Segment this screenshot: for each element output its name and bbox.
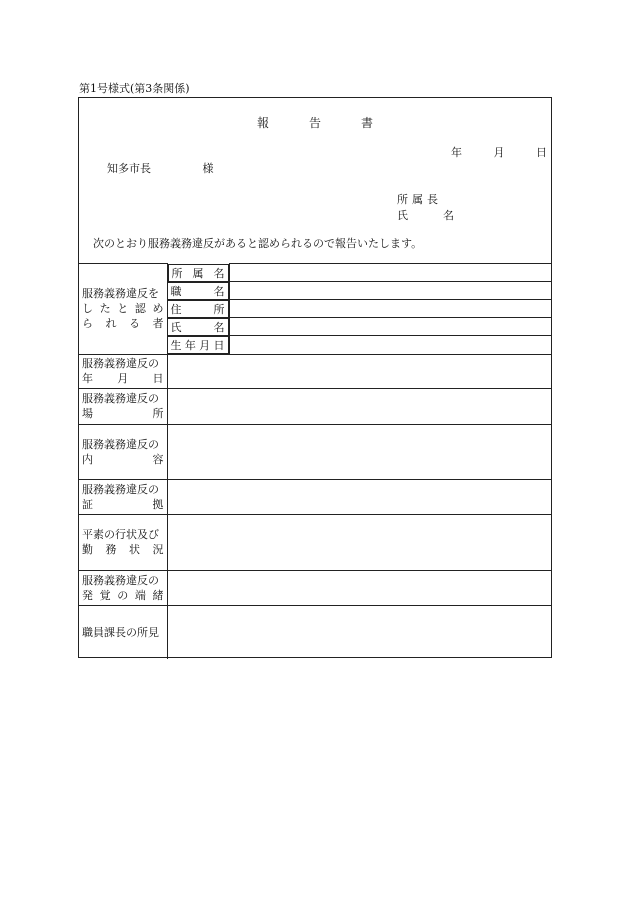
row-place-label: 服務義務違反の 場 所 [79,388,167,424]
addressee-name: 知多市長 [107,162,151,175]
row-discovery-label: 服務義務違反の 発 覚 の 端 緒 [79,570,167,605]
report-statement: 次のとおり服務義務違反があると認められるので報告いたします。 [93,237,423,250]
field-title-value[interactable] [229,282,551,300]
row-conduct-value[interactable] [167,514,551,570]
field-name-value[interactable] [229,318,551,336]
field-address-value[interactable] [229,300,551,318]
row-date-label: 服務義務違反の 年 月 日 [79,354,167,388]
addressee [107,160,214,176]
row-place-value[interactable] [167,388,551,424]
field-birthdate-label: 生 年 月 日 [168,336,229,354]
row-opinion-value[interactable] [167,605,551,659]
subject-label [79,264,167,355]
subject-label-line1: 服務義務違反を [82,287,159,301]
date-day: 日 [536,146,547,159]
reporter-affiliation: 所属長 [397,193,442,206]
row-content-value[interactable] [167,424,551,479]
field-title-label: 職 名 [168,282,229,300]
row-opinion-label: 職員課長の所見 [79,605,167,659]
reporter-name-label: 氏 名 [397,209,466,222]
report-form [78,97,552,658]
field-birthdate-value[interactable] [229,336,551,355]
form-number-label: 第1号様式(第3条関係) [79,82,190,95]
form-title: 報告書 [256,116,413,130]
date-row [451,144,547,160]
addressee-honorific: 様 [202,162,214,175]
field-affiliation-value[interactable] [229,264,551,282]
row-evidence-value[interactable] [167,479,551,514]
field-affiliation-label: 所 属 名 [168,264,229,282]
row-discovery-value[interactable] [167,570,551,605]
report-table [79,263,551,659]
field-name-label: 氏 名 [168,318,229,336]
subject-label-line3: ら れ る 者 [82,317,164,331]
date-month: 月 [493,146,505,159]
subject-label-line2: し た と 認 め [82,302,164,316]
row-evidence-label: 服務義務違反の 証 拠 [79,479,167,514]
date-year: 年 [451,146,462,159]
field-address-label: 住 所 [168,300,229,318]
row-date-value[interactable] [167,354,551,388]
row-content-label: 服務義務違反の 内 容 [79,424,167,479]
row-conduct-label: 平素の行状及び 勤 務 状 況 [79,514,167,570]
